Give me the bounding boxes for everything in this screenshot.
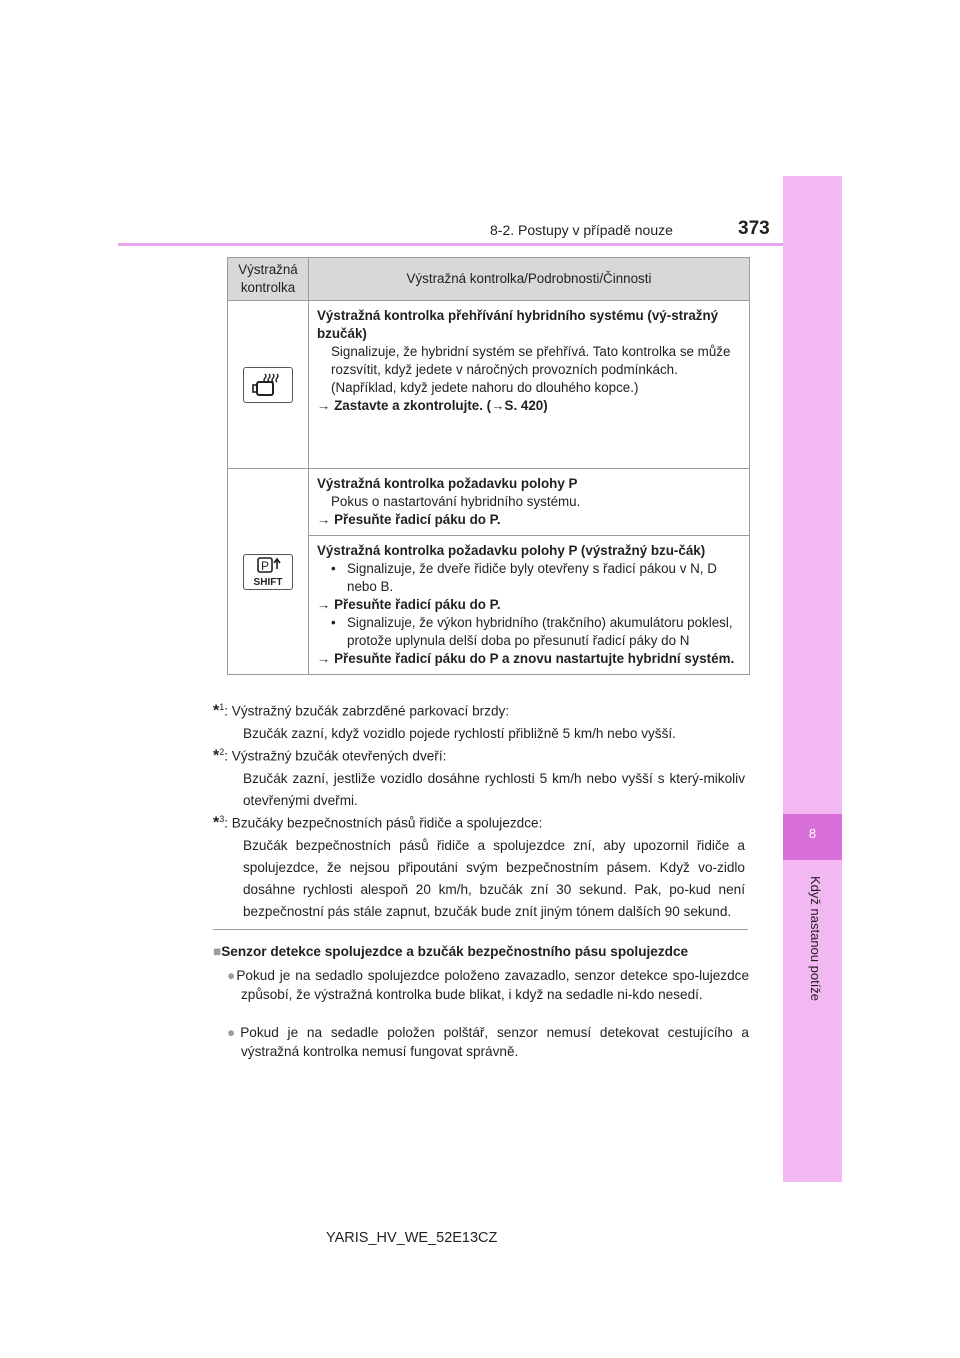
- col-header-details: Výstražná kontrolka/Podrobnosti/Činnosti: [309, 258, 750, 301]
- icon-cell: [228, 469, 309, 675]
- row-action: → Přesuňte řadicí páku do P.: [317, 512, 501, 527]
- footnote-2: *$^2$: Výstražný bzučák otevřených dveří: Bzučák zazní, jestliže vozidlo dosáhne rychlosti 5 km/h nebo vyšší s který-mikoliv otevřenými dveřmi.: [213, 747, 745, 808]
- arrow-icon: →: [317, 651, 331, 666]
- shift-p-label: P: [260, 558, 270, 573]
- bullet-icon: •: [331, 561, 336, 576]
- row-action: → Přesuňte řadicí páku do P.: [317, 597, 501, 612]
- arrow-icon: →: [317, 398, 331, 413]
- row-details: [309, 469, 750, 536]
- arrow-icon: →: [317, 597, 331, 612]
- row-description: Pokus o nastartování hybridního systému.: [331, 494, 581, 509]
- row-action: → Přesuňte řadicí páku do P a znovu nastartujte hybridní systém.: [317, 651, 735, 666]
- separator-rule: [213, 929, 748, 930]
- row-details: [309, 536, 750, 675]
- row-title: Výstražná kontrolka přehřívání hybridního systému (vý-stražný bzučák): [317, 308, 719, 341]
- arrow-icon: →: [317, 512, 331, 527]
- row-details: [309, 301, 750, 469]
- p-shift-icon: [243, 554, 293, 590]
- footnote-1: *$^1$: Výstražný bzučák zabrzděné parkovací brzdy: Bzučák zazní, když vozidlo pojede rychlostí přibližně 5 km/h nebo vyšší.: [213, 702, 676, 741]
- row-description: Signalizuje, že hybridní systém se přehřívá. Tato kontrolka se může rozsvítit, když jedete v náročných provozních podmínkách. (Například, když jedete nahoru do dlouhého kopce.): [331, 344, 731, 395]
- sensor-bullet-2: ●Pokud je na sedadle položen polštář, senzor nemusí detekovat cestujícího a výstražná kontrolka nemusí fungovat správně.: [227, 1025, 749, 1059]
- square-bullet-icon: ■: [213, 944, 222, 959]
- row-title: Výstražná kontrolka požadavku polohy P (výstražný bzu-čák): [317, 543, 706, 558]
- header-rule: [118, 243, 783, 246]
- circle-bullet-icon: ●: [227, 968, 237, 983]
- row-action: → Zastavte a zkontrolujte. (→S. 420): [317, 398, 548, 413]
- table-row: [228, 301, 750, 469]
- row-bullet: • Signalizuje, že dveře řidiče byly otevřeny s řadicí pákou v N, D nebo B.: [331, 561, 717, 594]
- section-heading: ■Senzor detekce spolujezdce a bzučák bezpečnostního pásu spolujezdce: [213, 944, 689, 959]
- table-row: [228, 469, 750, 536]
- footnote-3: *$^3$: Bzučáky bezpečnostních pásů řidiče a spolujezdce: Bzučák bezpečnostních pásů řidiče a spolujezdce zní, aby upozornil řidiče a spolujezdce, že nejsou připoutáni svým bezpečnostním pásem. Když vo-zidlo dosáhne rychlosti alespoň 20 km/h, bzučák zní 30 sekund. Pak, po-kud není bezpečnostní pás stále zapnut, bzučák bude znít jiným tónem dalších 90 sekund.: [213, 814, 745, 919]
- shift-label: SHIFT: [253, 576, 283, 588]
- bullet-icon: •: [331, 615, 336, 630]
- chapter-number: 8: [808, 826, 817, 841]
- section-title: 8-2. Postupy v případě nouze: [490, 222, 673, 238]
- table-header-row: [228, 258, 750, 301]
- col-header-light: Výstražná kontrolka: [228, 258, 309, 301]
- warning-light-table: [227, 257, 750, 675]
- chapter-title: Když nastanou potíže: [808, 876, 823, 1002]
- hybrid-overheat-icon: [243, 367, 293, 403]
- page-number: 373: [738, 218, 770, 239]
- circle-bullet-icon: ●: [227, 1025, 241, 1040]
- icon-cell: [228, 301, 309, 469]
- row-bullet: • Signalizuje, že výkon hybridního (trakčního) akumulátoru poklesl, protože uplynula delší doba po přesunutí řadicí páky do N: [331, 615, 733, 648]
- document-code: YARIS_HV_WE_52E13CZ: [326, 1230, 498, 1246]
- sensor-bullet-1: ●Pokud je na sedadlo spolujezdce položeno zavazadlo, senzor detekce spo-lujezdce způsobí, že výstražná kontrolka bude blikat, i když na sedadle ni-kdo nesedí.: [227, 968, 749, 1002]
- row-title: Výstražná kontrolka požadavku polohy P: [317, 476, 578, 491]
